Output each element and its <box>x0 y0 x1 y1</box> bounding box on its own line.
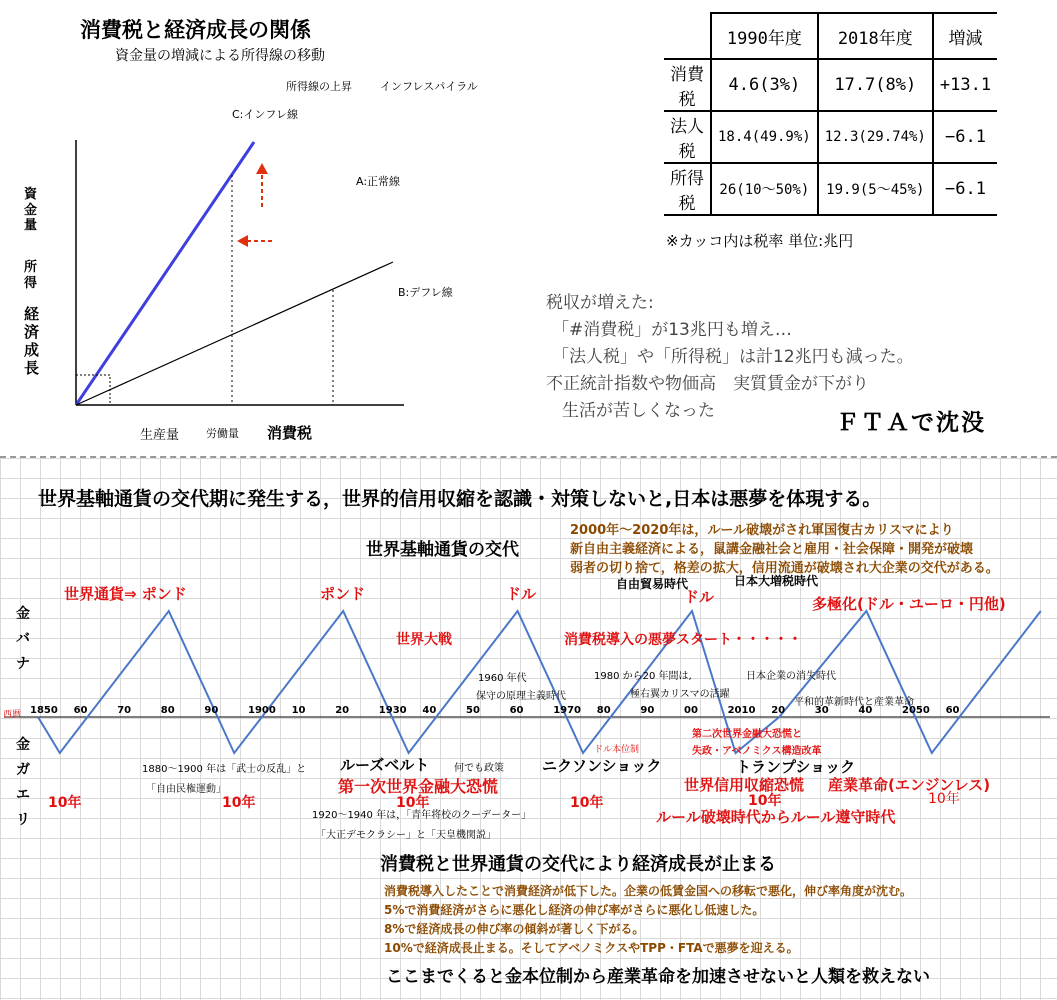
ten-years-label: 10年 <box>570 795 604 811</box>
label-roosevelt-sub: 何でも政策 <box>454 763 504 774</box>
commentary-line: 「法人税」や「所得税」は計12兆円も減った。 <box>552 347 914 367</box>
peak-label-pound-2: ポンド <box>320 585 366 603</box>
headline: 世界基軸通貨の交代期に発生する，世界的信用収縮を認識・対策しないと,日本は悪夢を体現する。 <box>38 488 882 510</box>
x-tick-label: 10 <box>291 705 306 716</box>
table-cell: 18.4(49.9%) <box>711 111 818 163</box>
footer-line: 5%で消費経済がさらに悪化し経済の伸び率がさらに悪化し低速した。 <box>384 903 765 917</box>
table-cell: 所得税 <box>664 163 711 215</box>
table-cell: 17.7(8%) <box>818 59 933 111</box>
y-label-growth: 経済成長 <box>24 305 40 377</box>
currency-cycle-line <box>38 611 1041 753</box>
note-1920-line2: 「大正デモクラシー」と「天皇機関説」 <box>316 830 496 841</box>
x-tick-label: 2010 <box>727 705 756 716</box>
footer-line: 10%で経済成長止まる。そしてアベノミクスやTPP・FTAで悪夢を迎える。 <box>384 941 799 955</box>
x-tick-label: 90 <box>640 705 655 716</box>
ten-years-label: 10年 <box>396 795 430 811</box>
y-label-gold-banana-1: 金 <box>16 606 30 622</box>
x-label-consumption-tax: 消費税 <box>267 424 313 442</box>
table-cell: −6.1 <box>933 111 997 163</box>
label-normal-line: A:正常線 <box>356 175 401 188</box>
label-world-war: 世界大戦 <box>396 632 452 648</box>
label-inflation-line: C:インフレ線 <box>232 108 298 121</box>
label-first-crash: 第一次世界金融大恐慌 <box>338 777 499 796</box>
note-inflation-spiral: インフレスパイラル <box>380 80 478 93</box>
table-cell: 26(10〜50%) <box>711 163 818 215</box>
table-cell: 4.6(3%) <box>711 59 818 111</box>
x-tick-label: 50 <box>466 705 480 716</box>
commentary-line: 生活が苦しくなった <box>562 401 715 421</box>
x-tick-label: 30 <box>814 705 829 716</box>
label-industrial-revolution: 産業革命(エンジンレス) <box>828 776 991 794</box>
label-gold-standard: ドル本位制 <box>594 745 640 755</box>
commentary-line: 不正統計指数や物価高 実質賃金が下がり <box>546 374 869 394</box>
x-tick-label: 40 <box>858 705 873 716</box>
label-second-crash-2: 失政・アベノミクス構造改革 <box>692 746 822 757</box>
x-tick-label: 20 <box>771 705 786 716</box>
table-cell: 法人税 <box>664 111 711 163</box>
y-label-gold-frog-4: リ <box>16 812 30 828</box>
ten-years-label: 10年 <box>48 795 82 811</box>
peak-label-dollar-2: ドル <box>684 588 715 606</box>
footer-final: ここまでくると金本位制から産業革命を加速させないと人類を救えない <box>386 967 930 987</box>
label-free-trade: 自由貿易時代 <box>616 577 689 591</box>
x-tick-label: 1900 <box>248 705 276 716</box>
y-label-income: 所得 <box>24 260 38 291</box>
label-trump: トランプショック <box>736 758 856 776</box>
table-header-cell: 1990年度 <box>711 13 818 59</box>
label-roosevelt: ルーズベルト <box>340 756 430 774</box>
x-tick-label: 60 <box>509 705 524 716</box>
x-label-labor: 労働量 <box>206 427 239 440</box>
note-2000-line3: 弱者の切り捨て，格差の拡大，信用流通が破壊され大企業の交代がある。 <box>570 561 999 576</box>
label-credit-crunch: 世界信用収縮恐慌 <box>684 776 805 794</box>
x-tick-label: 60 <box>945 705 960 716</box>
note-1960-line2: 保守の原理主義時代 <box>476 691 566 702</box>
label-rule-era: ルール破壊時代からルール遵守時代 <box>656 808 896 826</box>
footer-line: 消費税導入したことで消費経済が低下した。企業の低賃金国への移転で悪化，伸び率角度が沈む。 <box>384 884 913 898</box>
x-label-production: 生産量 <box>140 428 180 443</box>
x-tick-label: 20 <box>335 705 350 716</box>
note-corp-line2: 平和的革新時代と産業革命 <box>794 697 914 708</box>
label-nightmare-start: 消費税導入の悪夢スタート・・・・・ <box>564 632 802 648</box>
note-1960-line1: 1960 年代 <box>478 673 527 684</box>
peak-label-pound-1: 世界通貨⇒ ポンド <box>64 585 187 603</box>
commentary-line: 税収が増えた: <box>546 293 654 313</box>
currency-chart-title: 世界基軸通貨の交代 <box>366 540 519 560</box>
x-tick-label: 1850 <box>30 705 58 716</box>
table-cell: 19.9(5〜45%) <box>818 163 933 215</box>
label-tax-increase: 日本大増税時代 <box>734 574 819 588</box>
x-tick-label: 60 <box>73 705 88 716</box>
top-chart-title: 消費税と経済成長の関係 <box>80 18 311 42</box>
y-label-funds: 資金量 <box>24 187 38 234</box>
footer-title: 消費税と世界通貨の交代により経済成長が止まる <box>380 854 776 875</box>
commentary-line: 「#消費税」が13兆円も増え… <box>552 320 792 340</box>
x-tick-label: 90 <box>204 705 219 716</box>
note-1980-line1: 1980 から20 年間は, <box>594 671 692 682</box>
ten-years-label: 10年 <box>748 793 782 809</box>
note-1880-line1: 1880〜1900 年は「武士の反乱」と <box>142 764 307 775</box>
x-tick-label: 2050 <box>902 705 930 716</box>
ten-years-label: 10年 <box>928 791 960 807</box>
note-corp-line1: 日本企業の消失時代 <box>746 671 836 682</box>
table-header-cell: 増減 <box>933 13 997 59</box>
x-tick-label: 40 <box>422 705 437 716</box>
note-income-rise: 所得線の上昇 <box>286 80 352 93</box>
ten-years-label: 10年 <box>222 795 256 811</box>
note-1920-line1: 1920〜1940 年は，「青年将校のクーデーター」 <box>312 810 532 821</box>
y-label-gold-frog-3: エ <box>16 787 30 803</box>
note-2000-line2: 新自由主義経済による，鼠講金融社会と雇用・社会保障・開発が破壊 <box>570 542 974 557</box>
table-cell: +13.1 <box>933 59 997 111</box>
top-chart-subtitle: 資金量の増減による所得線の移動 <box>115 48 325 64</box>
y-label-gold-banana-3: ナ <box>16 656 30 672</box>
table-cell: 消費税 <box>664 59 711 111</box>
table-cell: 12.3(29.74%) <box>818 111 933 163</box>
label-second-crash-1: 第二次世界金融大恐慌と <box>692 729 802 740</box>
label-deflation-line: B:デフレ線 <box>398 286 453 299</box>
table-note: ※カッコ内は税率 単位:兆円 <box>666 232 854 250</box>
x-tick-label: 80 <box>160 705 175 716</box>
footer-line: 8%で経済成長の伸び率の傾斜が著しく下がる。 <box>384 922 645 936</box>
peak-label-multipolar: 多極化(ドル・ユーロ・円他) <box>812 595 1006 613</box>
x-tick-label: 1930 <box>378 705 407 716</box>
y-label-gold-banana-2: バ <box>16 631 30 647</box>
note-1980-line2: 極右翼カリスマの活躍 <box>630 689 730 700</box>
table-header-cell: 2018年度 <box>818 13 933 59</box>
y-label-gold-frog-1: 金 <box>16 737 30 753</box>
peak-label-dollar-1: ドル <box>506 585 537 603</box>
y-label-gold-frog-2: ガ <box>16 762 30 778</box>
axis-start-label: 西暦 <box>3 710 22 720</box>
table-cell: −6.1 <box>933 163 997 215</box>
fta-sinking: ＦＴＡで沈没 <box>836 410 986 436</box>
note-2000-line1: 2000年〜2020年は，ルール破壊がされ軍国復古カリスマにより <box>570 523 954 538</box>
x-tick-label: 70 <box>117 705 132 716</box>
label-nixon: ニクソンショック <box>542 757 662 775</box>
x-tick-label: 80 <box>596 705 611 716</box>
x-tick-label: 00 <box>684 705 698 716</box>
note-1880-line2: 「自由民権運動」 <box>146 784 226 795</box>
x-tick-label: 1970 <box>553 705 582 716</box>
